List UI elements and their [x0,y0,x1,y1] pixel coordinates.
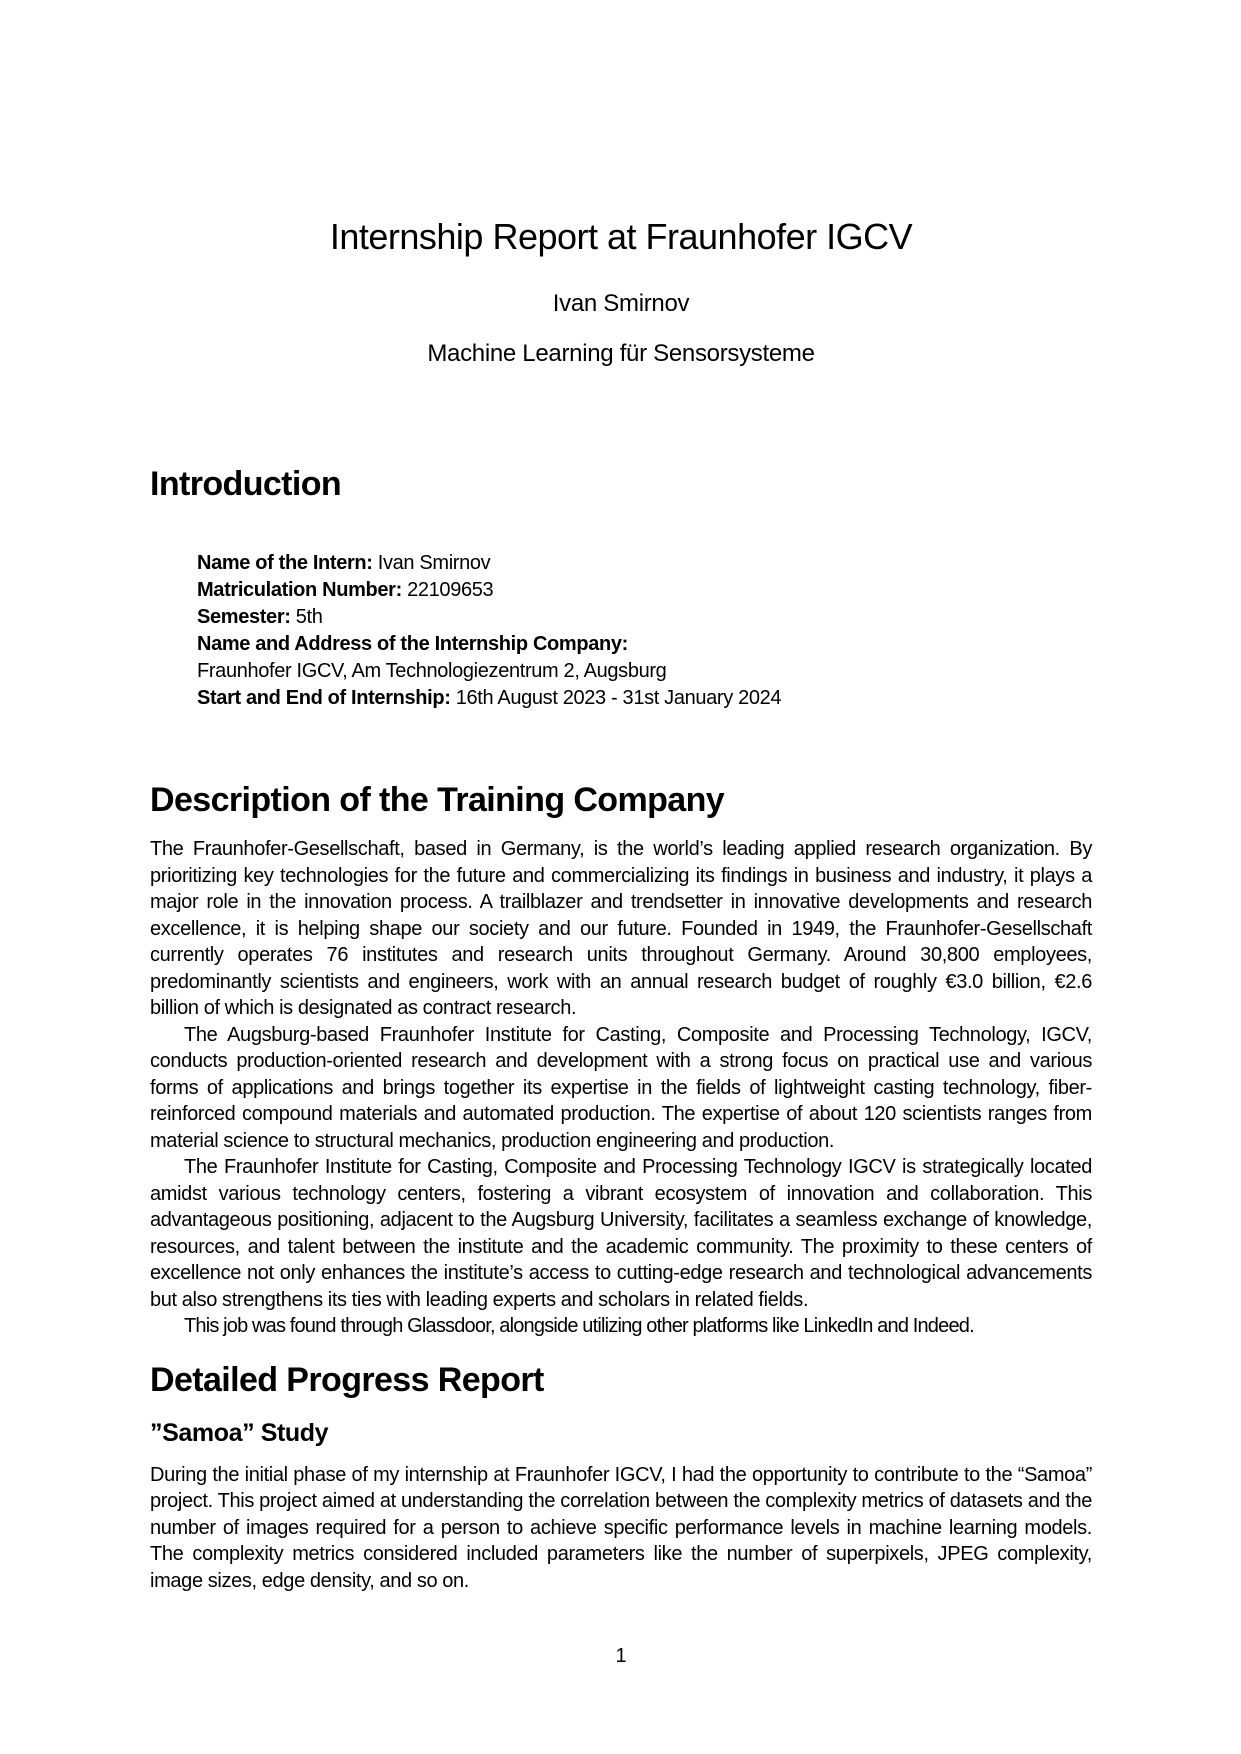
intern-details-block [150,550,1092,712]
paragraph: The Augsburg-based Fraunhofer Institute for Casting, Composite and Processing Technology, IGCV, conducts production-oriented research and development with a strong focus on practical use and various forms of applications and brings together its expertise in the fields of lightweight casting technology, fiber-reinforced compound materials and automated production. The expertise of about 120 scientists ranges from material science to structural mechanics, production engineering and production. [150,1023,1092,1152]
section-heading-introduction: Introduction [150,465,342,503]
paragraph: This job was found through Glassdoor, alongside utilizing other platforms like LinkedIn and Indeed. [184,1315,974,1337]
section-heading-company-description: Description of the Training Company [150,781,725,819]
detail-label: Name and Address of the Internship Company: [197,633,628,655]
paragraph: The Fraunhofer Institute for Casting, Composite and Processing Technology IGCV is strategically located amidst various technology centers, fostering a vibrant ecosystem of innovation and collaboration. This advantageous positioning, adjacent to the Augsburg University, facilitates a seamless exchange of knowledge, resources, and talent between the institute and the academic community. The proximity to these centers of excellence not only enhances the institute’s access to cutting-edge research and technological advancements but also strengthens its ties with leading experts and scholars in related fields. [150,1156,1092,1311]
detail-line: Semester: 5th [197,606,323,628]
text-block [150,0,1092,1594]
paragraph: The Fraunhofer-Gesellschaft, based in Germany, is the world’s leading applied research organization. By prioritizing key technologies for the future and commercializing its findings in business and industry, it plays a major role in the innovation process. A trailblazer and trendsetter in innovative developments and research excellence, it is helping shape our society and our future. Founded in 1949, the Fraunhofer-Gesellschaft currently operates 76 institutes and research units throughout Germany. Around 30,800 employees, predominantly scientists and engineers, work with an annual research budget of roughly €3.0 billion, €2.6 billion of which is designated as contract research. [150,838,1092,1019]
detail-label: Semester: [197,606,291,628]
report-author: Ivan Smirnov [552,290,690,317]
paragraph: During the initial phase of my internship at Fraunhofer IGCV, I had the opportunity to contribute to the “Samoa” project. This project aimed at understanding the correlation between the complexity metrics of datasets and the number of images required for a person to achieve specific performance levels in machine learning models. The complexity metrics considered included parameters like the number of superpixels, JPEG complexity, image sizes, edge density, and so on. [150,1463,1092,1592]
detail-line: Start and End of Internship: 16th August 2023 - 31st January 2024 [197,687,782,709]
detail-line: Fraunhofer IGCV, Am Technologiezentrum 2, Augsburg [197,660,667,682]
detail-line [197,631,1092,658]
detail-line: Name of the Intern: Ivan Smirnov [197,552,491,574]
samoa-study-paragraphs [150,1462,1092,1595]
detail-label: Start and End of Internship: [197,687,451,709]
page-number: 1 [615,1645,627,1667]
detail-label: Matriculation Number: [197,579,402,601]
detail-label: Name of the Intern: [197,552,373,574]
company-description-paragraphs [150,836,1092,1340]
detail-line: Matriculation Number: 22109653 [197,579,494,601]
report-title: Internship Report at Fraunhofer IGCV [329,216,913,257]
subsection-heading-samoa-study: ”Samoa” Study [150,1418,329,1447]
report-subtitle: Machine Learning für Sensorsysteme [427,340,815,367]
section-heading-progress-report: Detailed Progress Report [150,1360,544,1399]
